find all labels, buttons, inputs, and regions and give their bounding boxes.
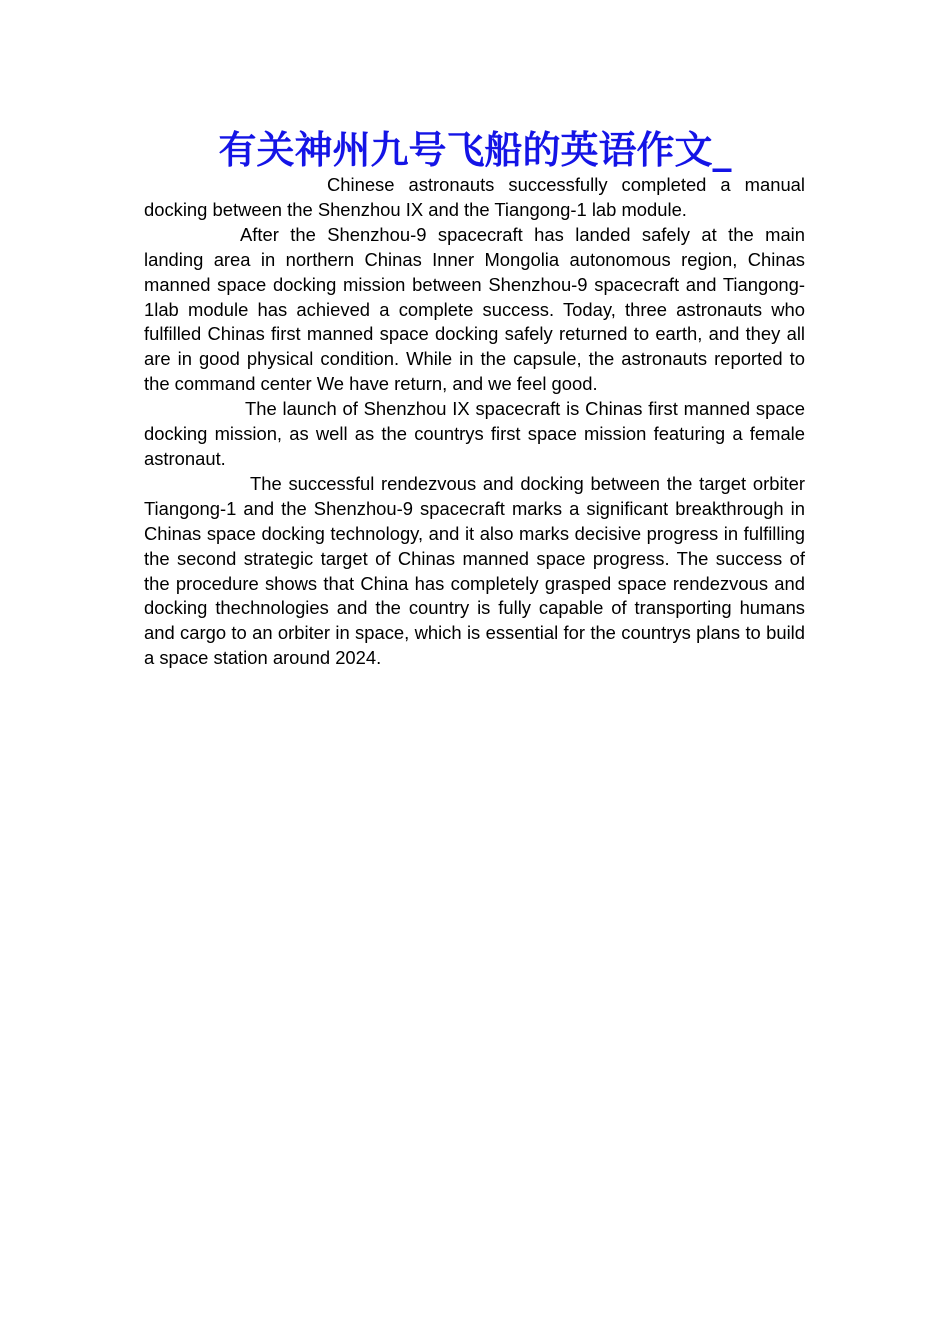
document-body (144, 173, 805, 671)
paragraph-4: The successful rendezvous and docking between the target orbiter Tiangong-1 and the Shenzhou-9 spacecraft marks a significant breakthrough in Chinas space docking technology, and it also marks decisive progress in fulfilling the second strategic target of Chinas manned space progress. The success of the procedure shows that China has completely grasped space rendezvous and docking thechnologies and the country is fully capable of transporting humans and cargo to an orbiter in space, which is essential for the countrys plans to build a space station around 2024. (144, 472, 805, 669)
paragraph-3: The launch of Shenzhou IX spacecraft is Chinas first manned space docking mission, as well as the countrys first space mission featuring a female astronaut. (144, 398, 805, 469)
document-title: 有关神州九号飞船的英语作文_ (218, 128, 732, 172)
paragraph-2: After the Shenzhou-9 spacecraft has landed safely at the main landing area in northern Chinas Inner Mongolia autonomous region, Chinas manned space docking mission between Shenzhou-9 spacecraft and Tiangong-1lab module has achieved a complete success. Today, three astronauts who fulfilled Chinas first manned space docking safely returned to earth, and they all are in good physical condition. While in the capsule, the astronauts reported to the command center We have return, and we feel good. (144, 223, 805, 395)
paragraph-1: Chinese astronauts successfully completed a manual docking between the Shenzhou IX and the Tiangong-1 lab module. (144, 174, 805, 220)
